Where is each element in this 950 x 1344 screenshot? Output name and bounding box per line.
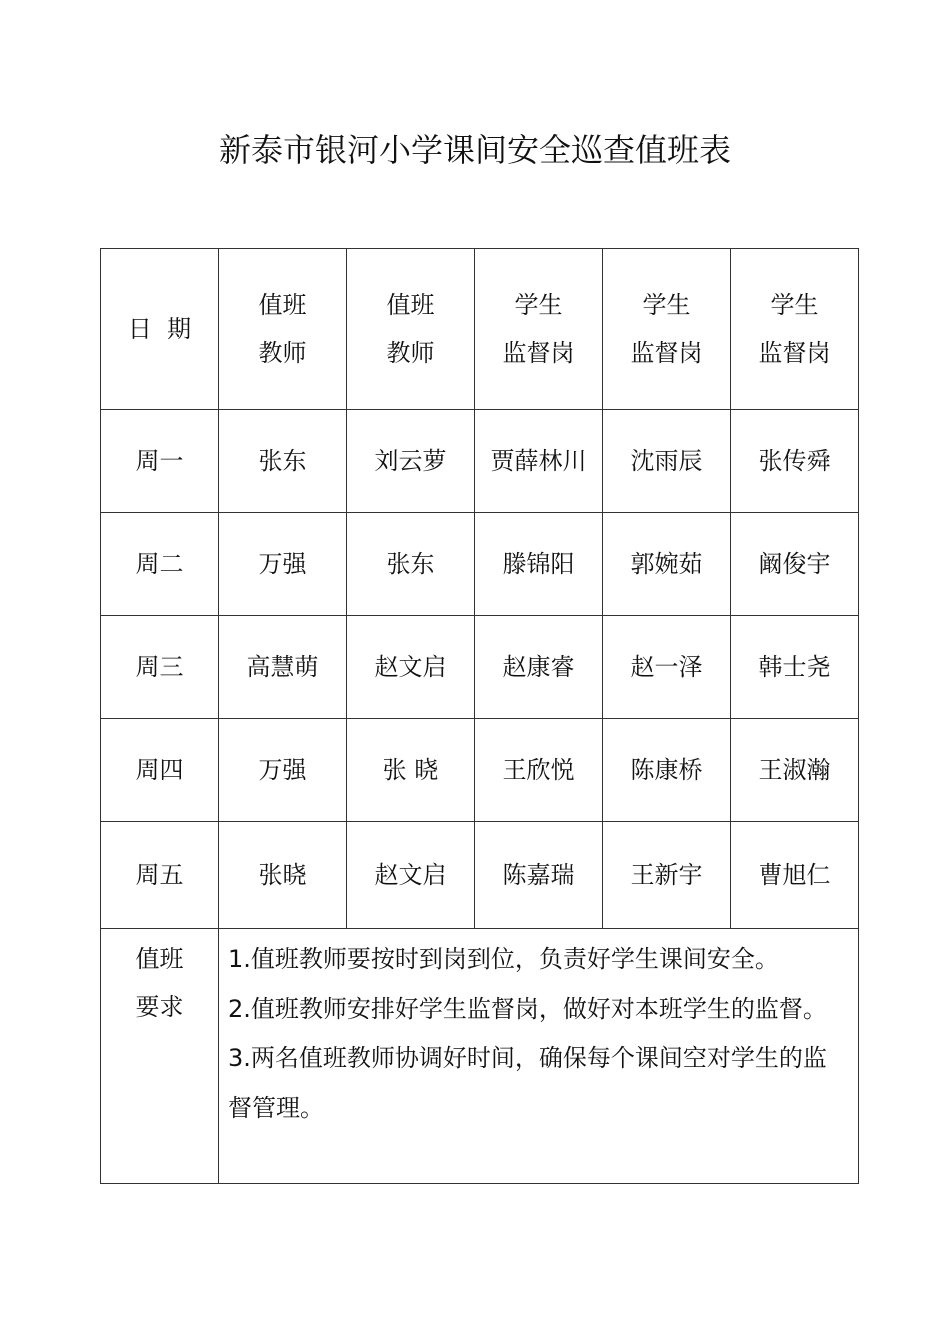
header-student-3: 学生 监督岗 (731, 249, 859, 410)
teacher-cell: 张东 (219, 410, 347, 513)
day-cell: 周五 (101, 822, 219, 929)
header-teacher-2: 值班 教师 (347, 249, 475, 410)
requirement-item: 1.值班教师要按时到岗到位，负责好学生课间安全。 (228, 945, 779, 973)
document-title: 新泰市银河小学课间安全巡查值班表 (218, 131, 731, 169)
student-cell: 陈康桥 (603, 719, 731, 822)
table-row (101, 513, 859, 616)
student-cell: 沈雨辰 (603, 410, 731, 513)
student-cell: 贾薛林川 (475, 410, 603, 513)
teacher-cell: 张东 (347, 513, 475, 616)
day-cell: 周二 (101, 513, 219, 616)
teacher-cell: 高慧萌 (219, 616, 347, 719)
teacher-cell: 万强 (219, 719, 347, 822)
student-cell: 滕锦阳 (475, 513, 603, 616)
student-cell: 韩士尧 (731, 616, 859, 719)
table-row (101, 410, 859, 513)
header-date: 日 期 (101, 249, 219, 410)
table-row (101, 822, 859, 929)
table-row (101, 616, 859, 719)
student-cell: 阚俊宇 (731, 513, 859, 616)
teacher-cell: 刘云萝 (347, 410, 475, 513)
student-cell: 王淑瀚 (731, 719, 859, 822)
student-cell: 陈嘉瑞 (475, 822, 603, 929)
day-cell: 周四 (101, 719, 219, 822)
student-cell: 赵康睿 (475, 616, 603, 719)
teacher-cell: 张晓 (219, 822, 347, 929)
requirement-item: 3.两名值班教师协调好时间，确保每个课间空对学生的监督管理。 (228, 1044, 827, 1122)
student-cell: 赵一泽 (603, 616, 731, 719)
student-cell: 张传舜 (731, 410, 859, 513)
table-header-row (101, 249, 859, 410)
requirement-item: 2.值班教师安排好学生监督岗，做好对本班学生的监督。 (228, 994, 827, 1023)
requirements-label: 值班 要求 (101, 929, 219, 1184)
header-student-2: 学生 监督岗 (603, 249, 731, 410)
student-cell: 王新宇 (603, 822, 731, 929)
requirements-text (219, 929, 859, 1184)
day-cell: 周一 (101, 410, 219, 513)
header-student-1: 学生 监督岗 (475, 249, 603, 410)
student-cell: 曹旭仁 (731, 822, 859, 929)
header-teacher-1: 值班 教师 (219, 249, 347, 410)
duty-table (100, 248, 859, 1184)
table-row (101, 719, 859, 822)
requirements-row (101, 929, 859, 1184)
student-cell: 郭婉茹 (603, 513, 731, 616)
day-cell: 周三 (101, 616, 219, 719)
teacher-cell: 赵文启 (347, 616, 475, 719)
teacher-cell: 万强 (219, 513, 347, 616)
teacher-cell: 赵文启 (347, 822, 475, 929)
teacher-cell: 张 晓 (347, 719, 475, 822)
student-cell: 王欣悦 (475, 719, 603, 822)
